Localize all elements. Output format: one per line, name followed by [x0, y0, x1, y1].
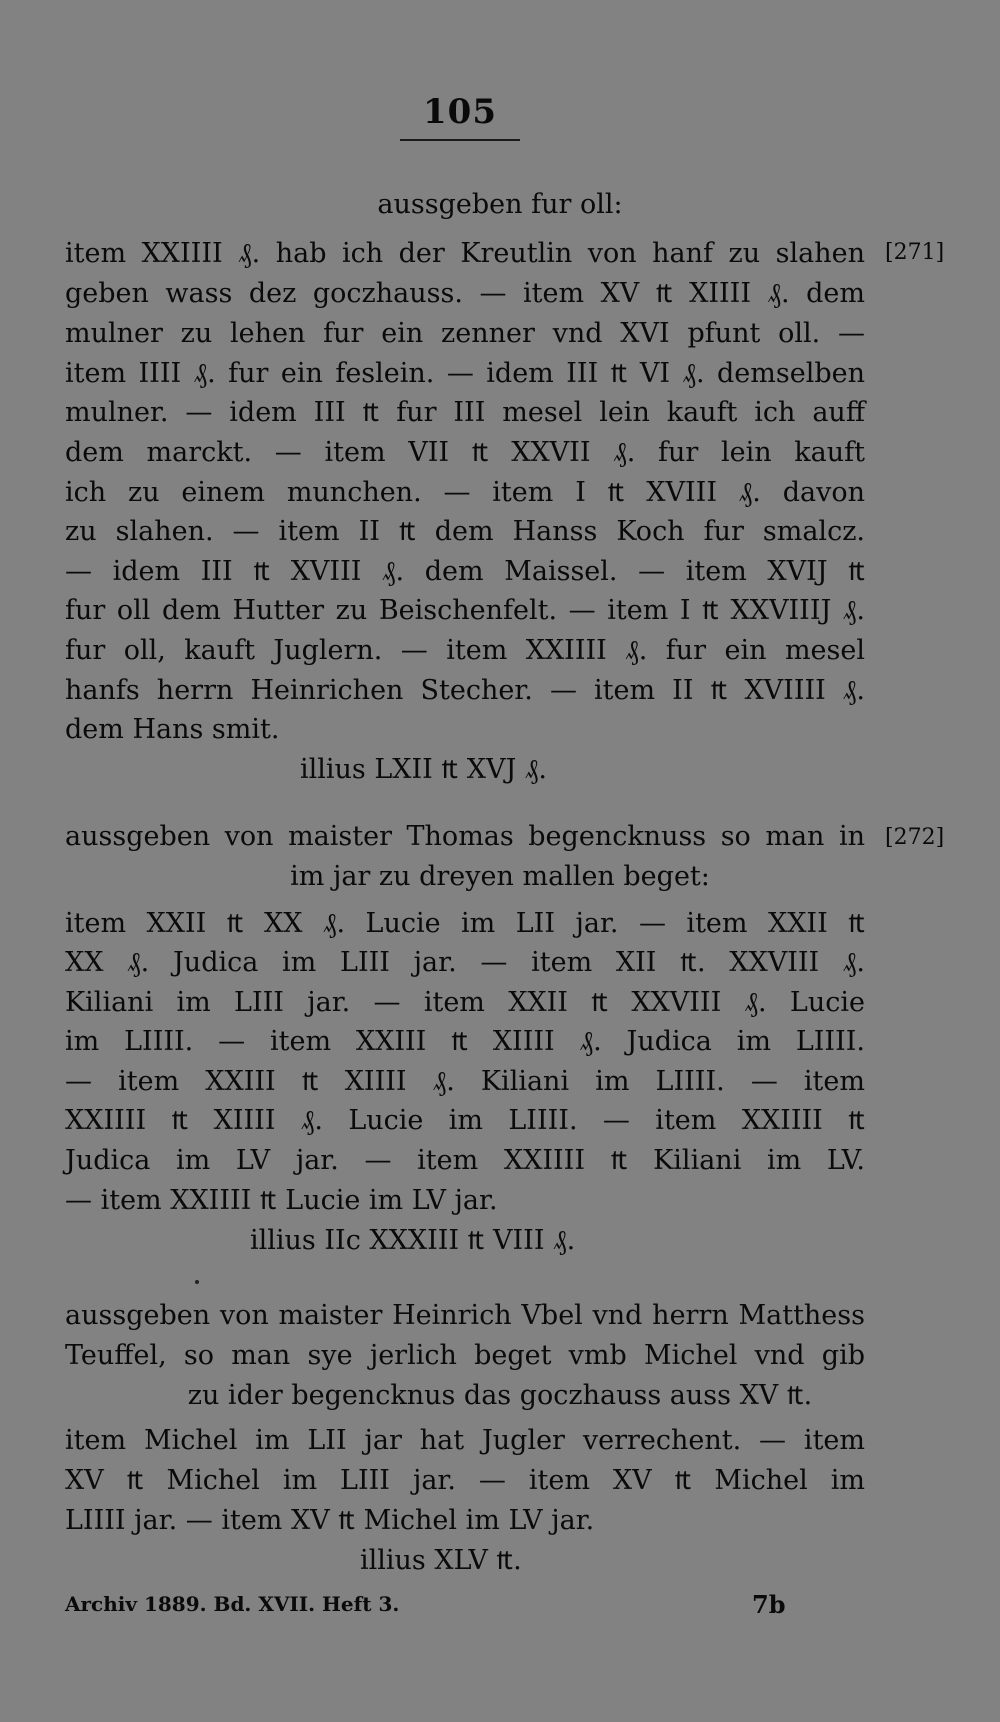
- section-2-line: Judica im LV jar. — item XXIIII ₶ Kiliani im LV.: [65, 1145, 865, 1176]
- section-1-line: dem marckt. — item VII ₶ XXVII ₰. fur lein kauft: [65, 437, 865, 468]
- section-1-line: — idem III ₶ XVIII ₰. dem Maissel. — item XVIJ ₶: [65, 556, 865, 587]
- section-2-line: — item XXIIII ₶ Lucie im LV jar.: [65, 1185, 498, 1216]
- section-2-line: im LIIII. — item XXIII ₶ XIIII ₰. Judica im LIIII.: [65, 1026, 865, 1057]
- section-1-line: fur oll, kauft Juglern. — item XXIIII ₰. fur ein mesel: [65, 635, 865, 666]
- section-2-margin-note: [272]: [885, 825, 945, 850]
- section-1-line: mulner. — idem III ₶ fur III mesel lein kauft ich auff: [65, 397, 865, 428]
- footer-sheet-mark: 7b: [752, 1590, 786, 1619]
- section-3-heading-line: Teuffel, so man sye jerlich beget vmb Michel vnd gib: [65, 1340, 865, 1371]
- section-2-total: illius IIc XXXIII ₶ VIII ₰.: [250, 1225, 576, 1256]
- section-2-line: — item XXIII ₶ XIIII ₰. Kiliani im LIIII. — item: [65, 1066, 865, 1097]
- section-1-line: dem Hans smit.: [65, 714, 280, 745]
- section-3-heading-line: zu ider begencknus das goczhauss auss XV ₶.: [187, 1380, 813, 1411]
- section-3-line: XV ₶ Michel im LIII jar. — item XV ₶ Michel im: [65, 1465, 865, 1496]
- section-1-line: item XXIIII ₰. hab ich der Kreutlin von hanf zu slahen: [65, 238, 865, 269]
- page-number: 105: [423, 92, 497, 132]
- stray-mark: [195, 1280, 199, 1284]
- section-3-total: illius XLV ₶.: [360, 1545, 522, 1576]
- section-2-line: item XXII ₶ XX ₰. Lucie im LII jar. — item XXII ₶: [65, 908, 865, 939]
- section-1-line: mulner zu lehen fur ein zenner vnd XVI pfunt oll. —: [65, 318, 865, 349]
- section-3-heading-line: aussgeben von maister Heinrich Vbel vnd herrn Matthess: [65, 1300, 865, 1331]
- section-1-line: hanfs herrn Heinrichen Stecher. — item II ₶ XVIIII ₰.: [65, 675, 865, 706]
- section-3-line: item Michel im LII jar hat Jugler verrechent. — item: [65, 1425, 865, 1456]
- section-1-line: item IIII ₰. fur ein feslein. — idem III ₶ VI ₰. demselben: [65, 358, 865, 389]
- section-1-total: illius LXII ₶ XVJ ₰.: [300, 754, 547, 785]
- section-2-line: XX ₰. Judica im LIII jar. — item XII ₶. XXVIII ₰.: [65, 947, 865, 978]
- footer-signature: Archiv 1889. Bd. XVII. Heft 3.: [65, 1592, 400, 1616]
- section-1-margin-note: [271]: [885, 240, 945, 265]
- section-2-heading-line-1: aussgeben von maister Thomas begencknuss so man in: [65, 821, 865, 852]
- section-1-line: zu slahen. — item II ₶ dem Hanss Koch fur smalcz.: [65, 516, 865, 547]
- section-3-line: LIIII jar. — item XV ₶ Michel im LV jar.: [65, 1505, 595, 1536]
- section-2-heading-line-2: im jar zu dreyen mallen beget:: [290, 861, 710, 892]
- section-2-line: XXIIII ₶ XIIII ₰. Lucie im LIIII. — item XXIIII ₶: [65, 1105, 865, 1136]
- section-1-line: fur oll dem Hutter zu Beischenfelt. — item I ₶ XXVIIIJ ₰.: [65, 595, 865, 626]
- section-1-heading: aussgeben fur oll:: [377, 189, 623, 220]
- page-number-rule: [400, 139, 520, 141]
- section-2-line: Kiliani im LIII jar. — item XXII ₶ XXVIII ₰. Lucie: [65, 987, 865, 1018]
- section-1-line: ich zu einem munchen. — item I ₶ XVIII ₰. davon: [65, 477, 865, 508]
- section-1-line: geben wass dez goczhauss. — item XV ₶ XIIII ₰. dem: [65, 278, 865, 309]
